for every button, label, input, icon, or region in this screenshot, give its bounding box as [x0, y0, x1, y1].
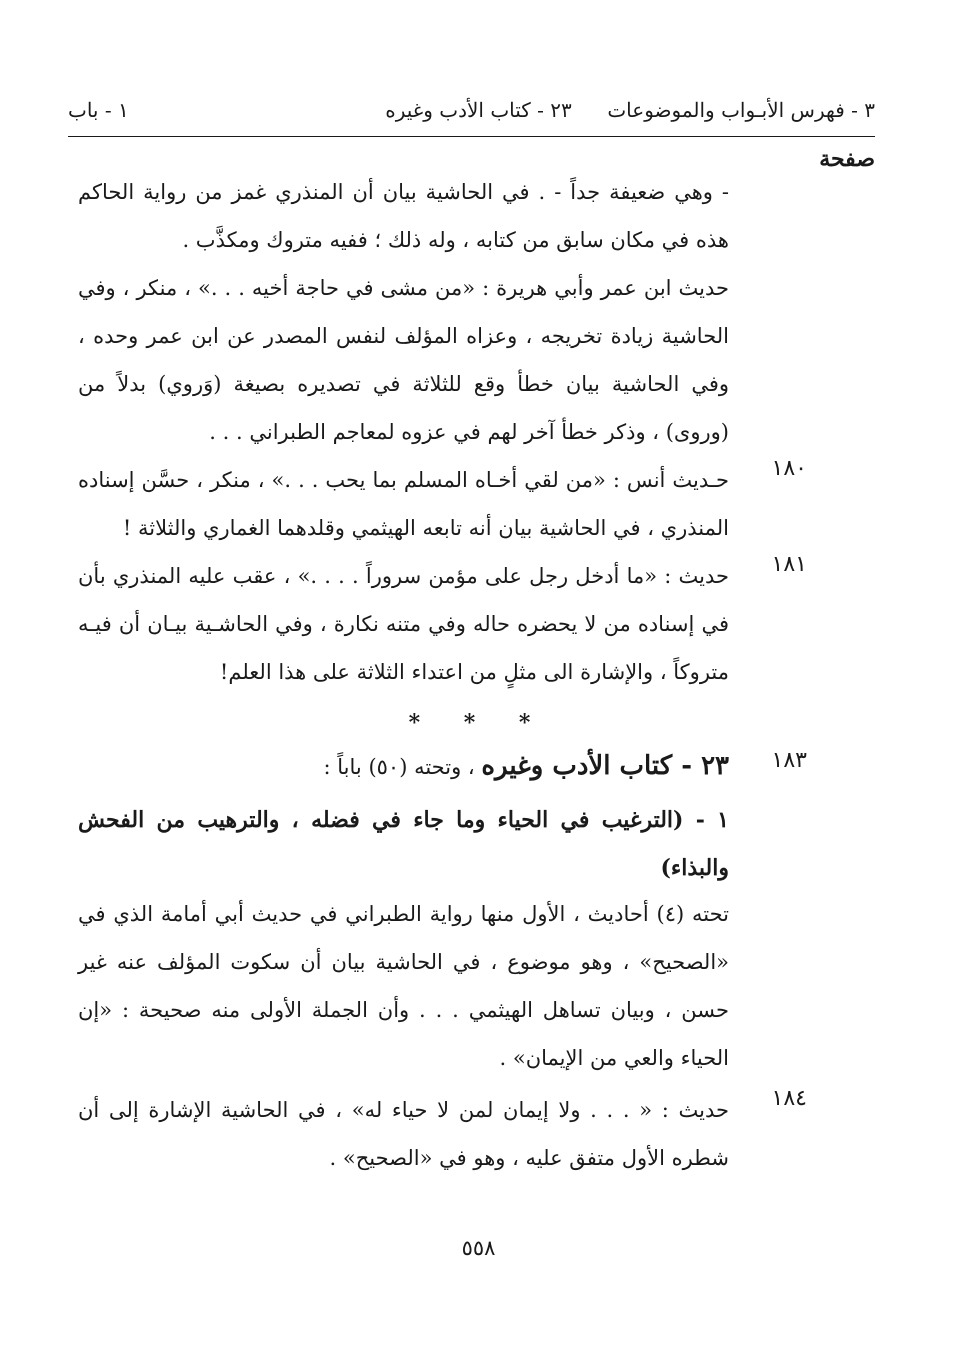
entry-text: حديث ابن عمر وأبي هريرة : «من مشى في حاجة أخيه . . .» ، منكر ، وفي الحاشية زيادة تخريجه ، وعزاه المؤلف لنفس المصدر عن ابن عمر وحده ، وفي الحاشية بيان خطأ وقع للثلاثة في تصديره بصيغة (وَروي) بدلاً من (وروى) ، وذكر خطأ آخر لهم في عزوه لمعاجم الطبراني . . . [78, 276, 730, 444]
page-column-label: صفحة [819, 146, 875, 172]
running-header-right: ٣ - فهرس الأبـواب والموضوعات [607, 98, 875, 122]
page-number: ٥٥٨ [461, 1236, 496, 1260]
running-header-center: ٢٣ - كتاب الأدب وغيره [385, 98, 572, 122]
header-rule [68, 136, 875, 137]
running-header-left: ١ - باب [68, 98, 129, 122]
chapter-title: ٢٣ - كتاب الأدب وغيره [481, 751, 729, 781]
section-heading: ١ - (الترغيب في الحياء وما جاء في فضله ، والترهيب من الفحش والبذاء) [78, 807, 729, 881]
entry-text: حديث : «ما أدخل رجل على مؤمن سروراً . . . .» ، عقب عليه المنذري بأن في إسناده من لا يحضره حاله وفي متنه نكارة ، وفي الحاشـية بيـان أن فيـه متروكاً ، والإشارة الى مثلٍ من اعتداء الثلاثة على هذا العلم! [78, 564, 729, 684]
chapter-heading [78, 742, 729, 791]
entry-number: ١٨٤ [771, 1086, 807, 1111]
entry-number: ١٨١ [771, 552, 807, 577]
entry-text: حـديث أنس : «من لقي أخـاه المسلم بما يحب . . .» ، منكر ، حسَّن إسناده المنذري ، في الحاشية بيان أنه تابعه الهيثمي وقلدهما الغماري والثلاثة ! [78, 468, 729, 540]
entry-number: ١٨٠ [771, 456, 807, 481]
entry-text: حديث : « . . . ولا إيمان لمن لا حياء له» ، في الحاشية الإشارة إلى أن شطره الأول متفق عليه ، وهو في «الصحيح» . [78, 1098, 729, 1170]
section-separator: * * * [408, 710, 549, 736]
section-body: تحته (٤) أحاديث ، الأول منها رواية الطبراني في حديث أبي أمامة الذي في «الصحيح» ، وهو موضوع ، في الحاشية بيان أن سكوت المؤلف عنه غير حسن ، وبيان تساهل الهيثمي . . . وأن الجملة الأولى منه صحيحة : «إن الحياء والعي من الإيمان» . [78, 902, 729, 1070]
chapter-subtitle: ، وتحته (٥٠) باباً : [323, 755, 475, 779]
chapter-number: ١٨٣ [771, 748, 807, 773]
entry-continuation: - وهي ضعيفة جداً - . في الحاشية بيان أن المنذري غمز من رواية الحاكم هذه في مكان سابق من كتابه ، وله ذلك ؛ ففيه متروك ومكذَّب . [78, 180, 729, 252]
